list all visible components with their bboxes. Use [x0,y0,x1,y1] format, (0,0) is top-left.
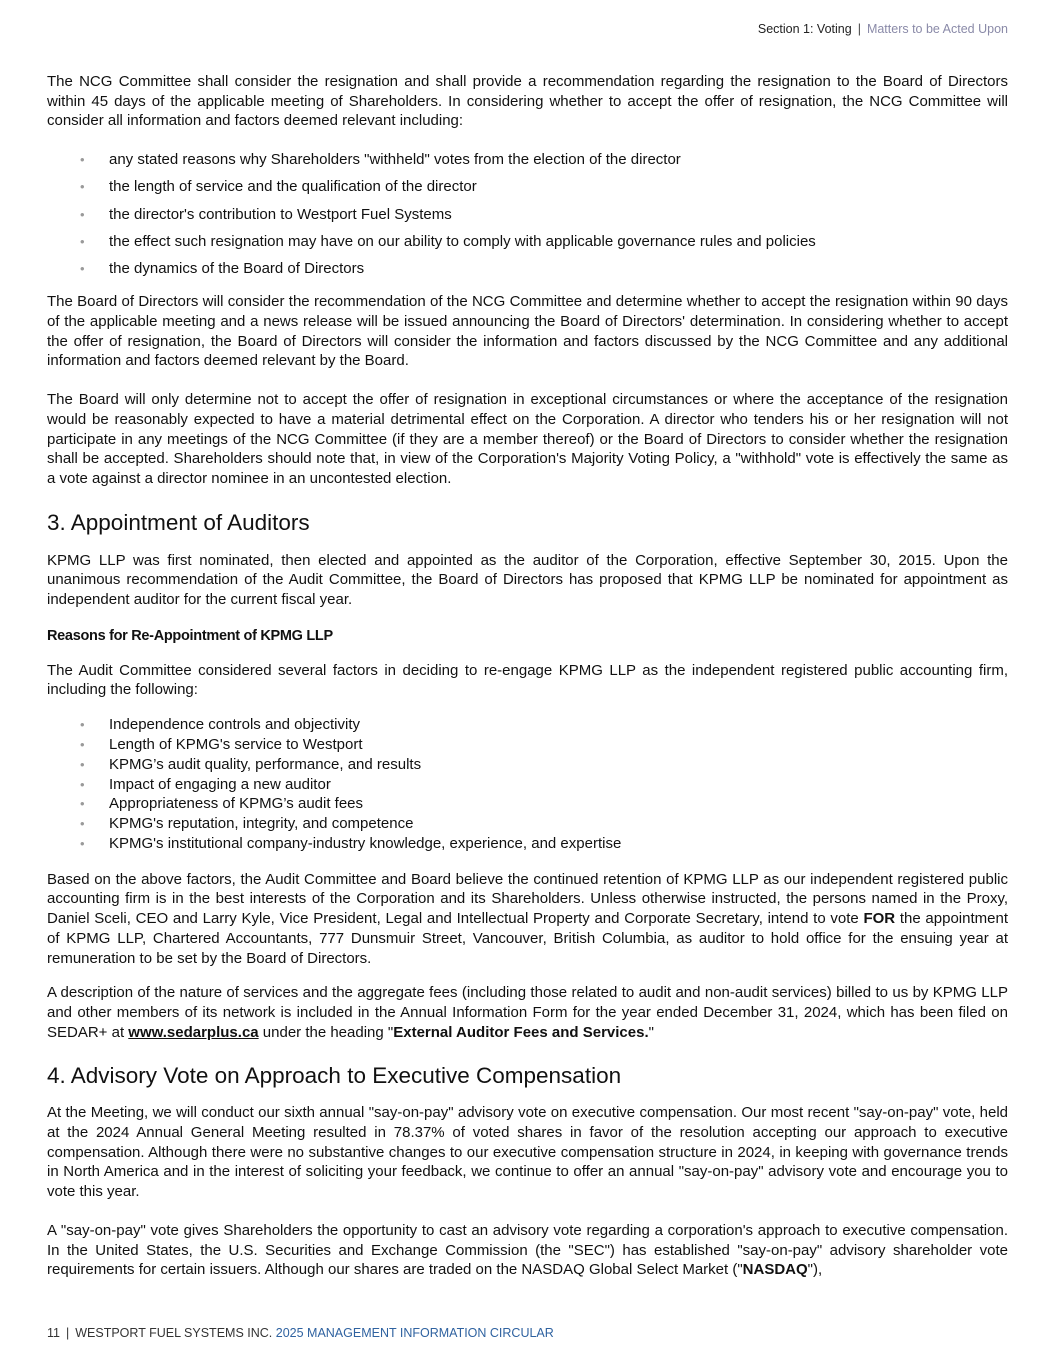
nasdaq-emphasis: NASDAQ [742,1261,808,1279]
reasons-subheading: Reasons for Re-Appointment of KPMG LLP [47,627,333,644]
list-item: • the length of service and the qualification of the director [80,178,477,196]
list-item: • Independence controls and objectivity [80,716,361,734]
bullet-icon: • [80,835,85,851]
fees-heading-reference: External Auditor Fees and Services. [393,1023,649,1041]
list-item: • Length of KPMG's service to Westport [80,735,363,753]
sedarplus-link[interactable]: www.sedarplus.ca [128,1023,259,1041]
bullet-icon: • [80,152,85,168]
bullet-icon: • [80,736,85,752]
subsection-label: Matters to be Acted Upon [866,22,1008,36]
list-item: • KPMG's reputation, integrity, and competence [80,815,414,833]
say-on-pay-explanation-paragraph: A "say-on-pay" vote gives Shareholders the opportunity to cast an advisory vote regarding a corporation's approach to executive compensation. In the United States, the U.S. Securities and Exchange Commission (the "SEC") has established "say-on-pay" advisory shareholder vote requirements for certain issuers. Although our shares are traded on the NASDAQ Global Select Market ("NASDAQ"), [47,1221,1008,1279]
bullet-icon: • [80,756,85,772]
bullet-icon: • [80,816,85,832]
reasons-list [47,715,1008,854]
document-title: 2025 MANAGEMENT INFORMATION CIRCULAR [275,1326,554,1340]
say-on-pay-meeting-paragraph: At the Meeting, we will conduct our sixth annual "say-on-pay" advisory vote on executive compensation. Our most recent "say-on-pay" vote, held at the 2024 Annual General Meeting resulted in 78.37% of voted shares in favor of the resolution accepting our approach to executive compensation. Although there were no substantive changes to our executive compensation structure in 2024, in keeping with governance trends in North America and in the interest of soliciting your feedback, we continue to offer an annual "say-on-pay" advisory vote and encourage you to vote this year. [47,1104,1008,1201]
retention-paragraph: Based on the above factors, the Audit Committee and Board believe the continued retention of KPMG LLP as our independent registered public accounting firm is in the best interests of the Corporation and its Shareholders. Unless otherwise instructed, the persons named in the Proxy, Daniel Sceli, CEO and Larry Kyle, Vice President, Legal and Intellectual Property and Corporate Secretary, intend to vote FOR the appointment of KPMG LLP, Chartered Accountants, 777 Dunsmuir Street, Vancouver, British Columbia, as auditor to hold office for the ensuing year at remuneration to be set by the Board of Directors. [47,870,1008,967]
bullet-icon: • [80,179,85,195]
list-item: • KPMG’s audit quality, performance, and results [80,755,422,773]
ncg-factors-list [47,150,1008,278]
company-name: WESTPORT FUEL SYSTEMS INC. [75,1326,273,1340]
list-item: • the director's contribution to Westport Fuel Systems [80,205,452,223]
header-separator: | [857,22,861,36]
bullet-icon: • [80,776,85,792]
footer-separator: | [65,1326,70,1340]
page-number: 11 [47,1326,60,1340]
bullet-icon: • [80,234,85,249]
page-footer [47,1326,554,1340]
board-consideration-paragraph: The Board of Directors will consider the recommendation of the NCG Committee and determine whether to accept the resignation within 90 days of the applicable meeting and a news release will be issued announcing the Board of Directors' determination. In considering whether to accept the offer of resignation, the Board of Directors will consider the information and factors discussed by the NCG Committee and any additional information and factors deemed relevant by the Board. [47,293,1008,370]
page-header [758,22,1008,36]
page-content [47,72,1008,1280]
list-item: • Appropriateness of KPMG’s audit fees [80,795,364,813]
bullet-icon: • [80,206,85,222]
list-item: • KPMG's institutional company-industry knowledge, experience, and expertise [80,834,622,852]
bullet-icon: • [80,796,85,812]
fees-description-paragraph: A description of the nature of services and the aggregate fees (including those related to audit and non-audit services) billed to us by KPMG LLP and other members of its network is included in the Annual Information Form for the year ended December 31, 2024, which has been filed on SEDAR+ at www.sedarplus.ca under the heading "External Auditor Fees and Services." [47,984,1008,1041]
list-item: • the effect such resignation may have on our ability to comply with applicable governance rules and policies [80,233,816,250]
vote-for-emphasis: FOR [863,910,896,928]
bullet-icon: • [80,261,85,277]
board-determination-paragraph: The Board will only determine not to accept the offer of resignation in exceptional circumstances or where the acceptance of the resignation would be reasonably expected to have a material detrimental effect on the Corporation. A director who tenders his or her resignation will not participate in any meetings of the NCG Committee (if they are a member thereof) or the Board of Directors to consider whether the resignation shall be accepted. Shareholders should note that, in view of the Corporation's Majority Voting Policy, a "withhold" vote is effectively the same as a vote against a director nominee in an uncontested election. [47,391,1008,487]
section-3-heading: 3. Appointment of Auditors [47,509,310,535]
section-4-heading: 4. Advisory Vote on Approach to Executive Compensation [47,1063,622,1089]
list-item: • Impact of engaging a new auditor [80,775,331,793]
bullet-icon: • [80,717,85,733]
list-item: • the dynamics of the Board of Directors [80,260,365,278]
kpmg-nomination-paragraph: KPMG LLP was first nominated, then elected and appointed as the auditor of the Corporation, effective September 30, 2015. Upon the unanimous recommendation of the Audit Committee, the Board of Directors has proposed that KPMG LLP be nominated for appointment as independent auditor for the current fiscal year. [47,551,1008,609]
ncg-intro-paragraph: The NCG Committee shall consider the resignation and shall provide a recommendation regarding the resignation to the Board of Directors within 45 days of the applicable meeting of Shareholders. In considering whether to accept the offer of resignation, the NCG Committee will consider all information and factors deemed relevant including: [47,73,1008,130]
list-item: • any stated reasons why Shareholders "withheld" votes from the election of the director [80,151,681,169]
section-label: Section 1: Voting [757,22,852,36]
audit-committee-paragraph: The Audit Committee considered several factors in deciding to re-engage KPMG LLP as the independent registered public accounting firm, including the following: [47,661,1008,699]
